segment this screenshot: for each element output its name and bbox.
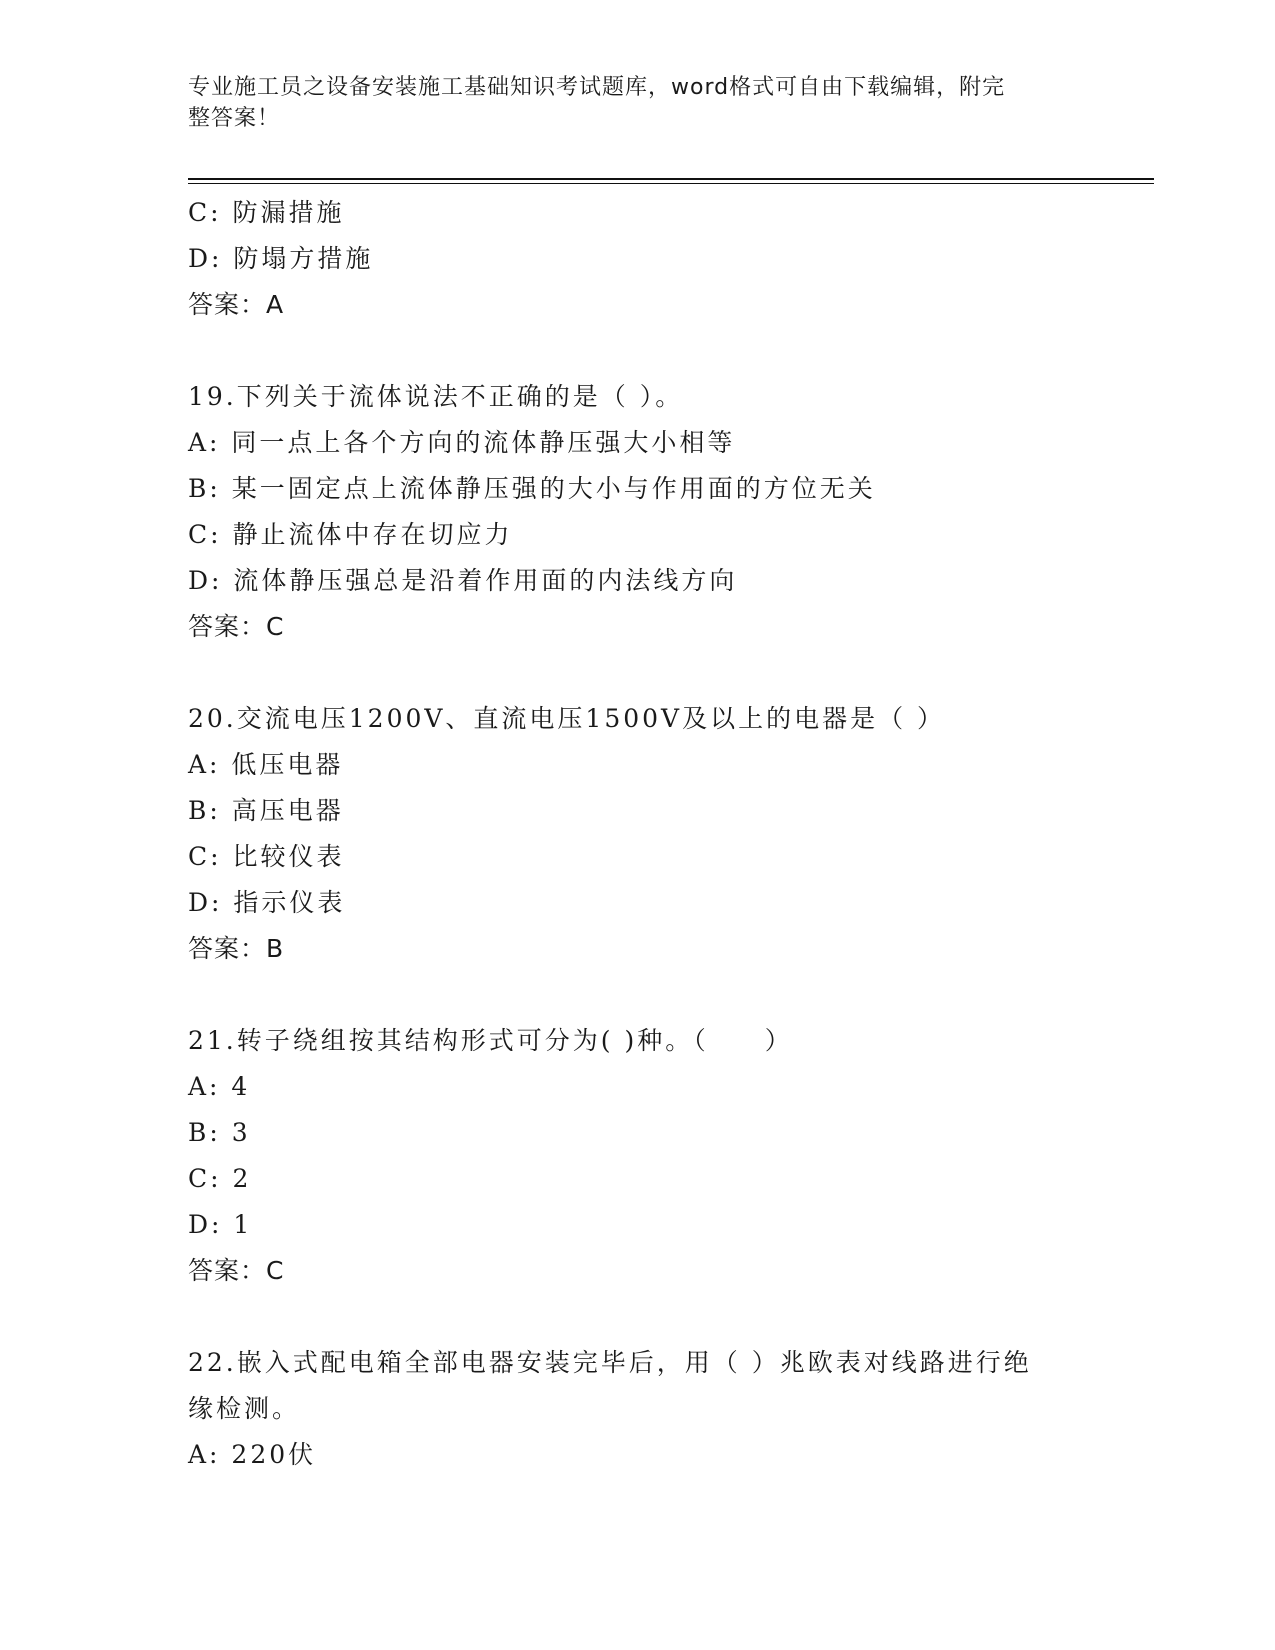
option-a: A: 4 [188,1072,251,1101]
option-a: A: 220伏 [188,1440,317,1469]
answer-line: 答案：A [188,290,285,319]
header-rule-thick [188,178,1154,180]
answer-line: 答案：C [188,1256,285,1285]
answer-line: 答案：B [188,934,285,963]
option-a: A: 低压电器 [188,750,344,779]
question-block-22 [188,1340,1088,1478]
question-block-21 [188,1018,1088,1294]
document-body [188,190,1088,1478]
option-b: B: 某一固定点上流体静压强的大小与作用面的方位无关 [188,474,876,503]
question-block-20 [188,696,1088,972]
option-a: A: 同一点上各个方向的流体静压强大小相等 [188,428,736,457]
spacer [188,328,1088,374]
spacer [188,650,1088,696]
header-rule-thin [188,183,1154,184]
option-c: C: 比较仪表 [188,842,345,871]
question-text-line-2: 缘检测。 [188,1394,301,1423]
question-text: 19.下列关于流体说法不正确的是（ ）。 [188,382,684,411]
option-d: D: 流体静压强总是沿着作用面的内法线方向 [188,566,738,595]
option-c: C: 2 [188,1164,252,1193]
question-block-18 [188,190,1088,328]
option-d: D: 指示仪表 [188,888,346,917]
question-text: 21.转子绕组按其结构形式可分为( )种。（ ） [188,1026,793,1055]
option-b: B: 高压电器 [188,796,344,825]
question-text-line-1: 22.嵌入式配电箱全部电器安装完毕后，用（ ）兆欧表对线路进行绝 [188,1348,1032,1377]
document-header [188,72,1068,134]
question-text: 20.交流电压1200V、直流电压1500V及以上的电器是（ ） [188,704,946,733]
option-d: D: 防塌方措施 [188,244,374,273]
spacer [188,972,1088,1018]
option-b: B: 3 [188,1118,251,1147]
question-block-19 [188,374,1088,650]
option-c: C: 防漏措施 [188,198,345,227]
header-line-1: 专业施工员之设备安装施工基础知识考试题库，word格式可自由下载编辑，附完 [188,75,1006,100]
spacer [188,1294,1088,1340]
answer-line: 答案：C [188,612,285,641]
header-line-2: 整答案！ [188,106,281,131]
option-c: C: 静止流体中存在切应力 [188,520,513,549]
option-d: D: 1 [188,1210,253,1239]
